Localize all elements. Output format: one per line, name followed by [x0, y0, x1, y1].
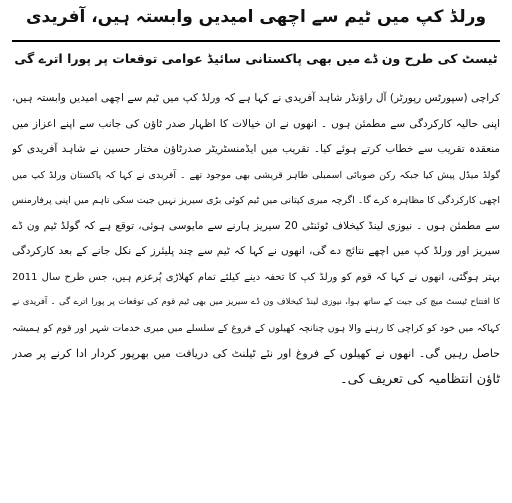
divider: [12, 40, 500, 42]
body-line: بہتر ہوگئی، انھوں نے کہا کہ قوم کو ورلڈ کپ کا تحفہ دینے کیلئے تمام کھلاڑی پُرعزم ہیں، جس طرح سال 2011: [12, 271, 500, 283]
body-line: اپنی حالیہ کارکردگی سے مطمئن ہوں ۔ انھوں نے ان خیالات کا اظہار صدر ٹاؤن کی جانب سے اپنے اعزاز میں: [12, 117, 500, 130]
body-line: سیریز اور ورلڈ کپ میں اچھے نتائج دے گی، انھوں نے کہا کہ ٹیم سے چند پلیئرز کے نکل جانے کے بعد کارکردگی: [12, 245, 500, 257]
body-line: کراچی (سپورٹس رپورٹر) آل راؤنڈر شاہد آفریدی نے کہا ہے کہ ورلڈ کپ میں ٹیم سے اچھی امیدیں وابستہ ہیں،: [12, 92, 500, 104]
body-line: منعقدہ تقریب سے خطاب کرتے ہوئے کیا۔ تقریب میں ایڈمنسٹریٹر صدرٹاؤن مختار حسین نے شاہد آفریدی کو: [12, 143, 500, 155]
body-line: کا افتتاح ٹیسٹ میچ کی جیت کے ساتھ ہوا، نیوزی لینڈ کیخلاف ون ڈے سیریز میں بھی ٹیم قوم کی توقعات پر پورا اترے گی ۔ آفریدی نے: [12, 297, 500, 307]
article-body: [12, 86, 500, 392]
body-line: سے مطمئن ہوں ۔ نیوزی لینڈ کیخلاف ٹوئنٹی 20 سیریز ہارنے سے مایوسی ہوئی، توقع ہے کہ گولڈ ٹیم ون ڈے: [12, 219, 500, 232]
body-line: ٹاؤن انتظامیہ کی تعریف کی۔: [339, 371, 500, 387]
body-line: حاصل رہیں گی۔ انھوں نے کھیلوں کے فروغ اور نئے ٹیلنٹ کی دریافت میں بھرپور کردار ادا کرنے پر صدر: [12, 347, 500, 360]
headline: ورلڈ کپ میں ٹیم سے اچھی امیدیں وابستہ ہیں، آفریدی: [25, 7, 487, 27]
body-line: کہاکہ میں خود کو کراچی کا رہنے والا ہوں چنانچہ کھیلوں کے فروغ کے سلسلے میں میری خدمات شہر اور قوم کو ہمیشہ: [12, 322, 500, 334]
body-line: اچھی کارکردگی کا مظاہرہ کرے گا۔ اگرچہ میری کپتانی میں ٹیم کوئی بڑی سیریز نہیں جیت سکی تاہم میں اپنی پرفارمنس: [12, 195, 500, 206]
body-line: گولڈ میڈل پیش کیا جبکہ رکن صوبائی اسمبلی طاہر قریشی بھی موجود تھے ۔ آفریدی نے کہا کہ پاکستان ورلڈ کپ میں: [12, 169, 500, 181]
subheadline: ٹیسٹ کی طرح ون ڈے میں بھی پاکستانی سائیڈ عوامی توقعات پر پورا اترے گی: [14, 51, 498, 66]
